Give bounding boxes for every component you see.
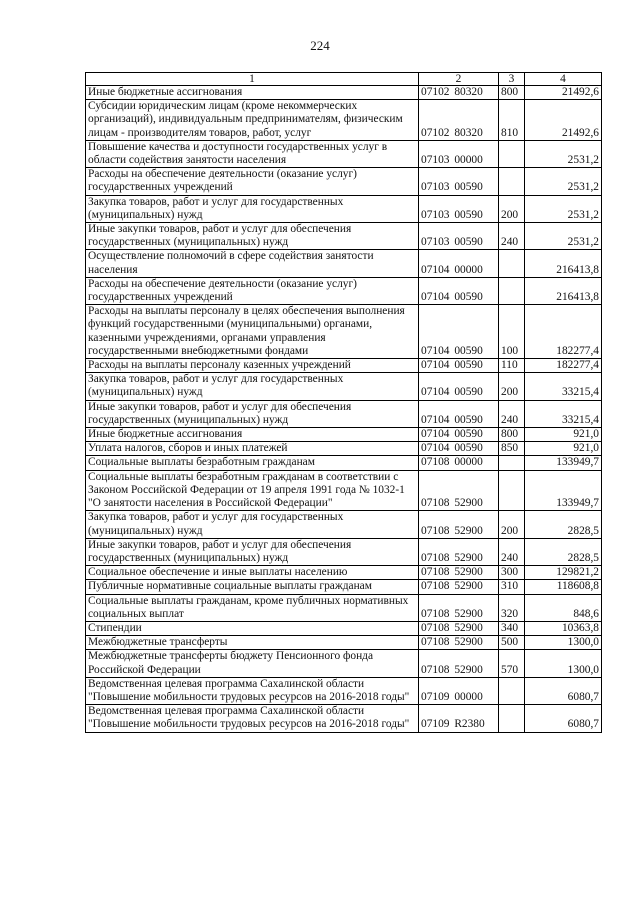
row-name-cell: Расходы на выплаты персоналу казенных учреждений <box>86 359 419 373</box>
column-header-code: 2 <box>419 73 499 86</box>
row-code-cell: 07109 00000 <box>419 677 499 704</box>
table-row <box>86 277 602 304</box>
row-type-cell: 200 <box>499 373 525 400</box>
row-name-cell: Ведомственная целевая программа Сахалинской области "Повышение мобильности трудовых ресурсов на 2016-2018 годы" <box>86 705 419 732</box>
row-sum-cell: 133949,7 <box>525 470 602 511</box>
row-type-cell: 570 <box>499 650 525 677</box>
row-name-cell: Иные закупки товаров, работ и услуг для обеспечения государственных (муниципальных) нужд <box>86 223 419 250</box>
row-sum-cell: 1300,0 <box>525 636 602 650</box>
row-code-cell: 07108 52900 <box>419 580 499 594</box>
table-row <box>86 470 602 511</box>
row-sum-cell: 2531,2 <box>525 140 602 167</box>
row-sum-cell: 182277,4 <box>525 359 602 373</box>
table-row <box>86 636 602 650</box>
row-name-cell: Субсидии юридическим лицам (кроме некоммерческих организаций), индивидуальным предпринимателям, физическим лицам - производителям товаров, работ, услуг <box>86 100 419 141</box>
row-type-cell: 500 <box>499 636 525 650</box>
table-row <box>86 359 602 373</box>
table-row <box>86 168 602 195</box>
row-type-cell: 200 <box>499 195 525 222</box>
row-code-cell: 07108 00000 <box>419 456 499 470</box>
row-code-cell: 07104 00590 <box>419 305 499 359</box>
table-row <box>86 677 602 704</box>
table-row <box>86 428 602 442</box>
row-code-cell: 07103 00590 <box>419 223 499 250</box>
row-code-cell: 07109 R2380 <box>419 705 499 732</box>
table-row <box>86 621 602 635</box>
row-code-cell: 07108 52900 <box>419 621 499 635</box>
table-row <box>86 538 602 565</box>
row-code-cell: 07102 80320 <box>419 86 499 100</box>
row-sum-cell: 6080,7 <box>525 705 602 732</box>
row-name-cell: Социальные выплаты гражданам, кроме публичных нормативных социальных выплат <box>86 594 419 621</box>
table-row <box>86 250 602 277</box>
row-name-cell: Межбюджетные трансферты бюджету Пенсионного фонда Российской Федерации <box>86 650 419 677</box>
row-name-cell: Ведомственная целевая программа Сахалинской области "Повышение мобильности трудовых ресурсов на 2016-2018 годы" <box>86 677 419 704</box>
row-type-cell <box>499 470 525 511</box>
row-sum-cell: 2828,5 <box>525 538 602 565</box>
row-type-cell <box>499 456 525 470</box>
row-name-cell: Уплата налогов, сборов и иных платежей <box>86 442 419 456</box>
row-name-cell: Социальное обеспечение и иные выплаты населению <box>86 566 419 580</box>
row-name-cell: Закупка товаров, работ и услуг для государственных (муниципальных) нужд <box>86 511 419 538</box>
row-type-cell: 200 <box>499 511 525 538</box>
row-sum-cell: 6080,7 <box>525 677 602 704</box>
column-header-sum: 4 <box>525 73 602 86</box>
row-type-cell <box>499 705 525 732</box>
table-row <box>86 580 602 594</box>
row-name-cell: Расходы на обеспечение деятельности (оказание услуг) государственных учреждений <box>86 277 419 304</box>
row-type-cell: 240 <box>499 223 525 250</box>
row-sum-cell: 2531,2 <box>525 195 602 222</box>
row-sum-cell: 118608,8 <box>525 580 602 594</box>
column-header-name: 1 <box>86 73 419 86</box>
row-sum-cell: 21492,6 <box>525 100 602 141</box>
row-type-cell: 310 <box>499 580 525 594</box>
row-code-cell: 07108 52900 <box>419 650 499 677</box>
row-type-cell <box>499 168 525 195</box>
row-sum-cell: 2531,2 <box>525 223 602 250</box>
row-sum-cell: 2828,5 <box>525 511 602 538</box>
row-type-cell <box>499 277 525 304</box>
row-name-cell: Повышение качества и доступности государственных услуг в области содействия занятости населения <box>86 140 419 167</box>
row-sum-cell: 848,6 <box>525 594 602 621</box>
table-row <box>86 442 602 456</box>
row-name-cell: Закупка товаров, работ и услуг для государственных (муниципальных) нужд <box>86 373 419 400</box>
row-name-cell: Осуществление полномочий в сфере содействия занятости населения <box>86 250 419 277</box>
table-row <box>86 400 602 427</box>
table-row <box>86 456 602 470</box>
row-sum-cell: 921,0 <box>525 442 602 456</box>
row-sum-cell: 129821,2 <box>525 566 602 580</box>
row-name-cell: Закупка товаров, работ и услуг для государственных (муниципальных) нужд <box>86 195 419 222</box>
row-type-cell: 800 <box>499 428 525 442</box>
table-row <box>86 373 602 400</box>
row-type-cell: 800 <box>499 86 525 100</box>
row-sum-cell: 216413,8 <box>525 277 602 304</box>
row-type-cell: 300 <box>499 566 525 580</box>
row-code-cell: 07104 00590 <box>419 277 499 304</box>
row-code-cell: 07108 52900 <box>419 538 499 565</box>
row-type-cell <box>499 250 525 277</box>
row-code-cell: 07104 00000 <box>419 250 499 277</box>
row-type-cell: 110 <box>499 359 525 373</box>
row-sum-cell: 1300,0 <box>525 650 602 677</box>
table-row <box>86 511 602 538</box>
table-row <box>86 223 602 250</box>
row-type-cell: 340 <box>499 621 525 635</box>
row-type-cell: 810 <box>499 100 525 141</box>
row-name-cell: Публичные нормативные социальные выплаты гражданам <box>86 580 419 594</box>
table-row <box>86 705 602 732</box>
table-row <box>86 650 602 677</box>
table-row <box>86 140 602 167</box>
row-sum-cell: 21492,6 <box>525 86 602 100</box>
table-row <box>86 566 602 580</box>
budget-table <box>85 72 602 733</box>
row-name-cell: Расходы на выплаты персоналу в целях обеспечения выполнения функций государственными (муниципальными) органами, казенными учреждениями, органами управления государственными внебюджетными фондами <box>86 305 419 359</box>
row-code-cell: 07103 00590 <box>419 195 499 222</box>
row-type-cell: 240 <box>499 538 525 565</box>
row-code-cell: 07104 00590 <box>419 442 499 456</box>
row-name-cell: Иные бюджетные ассигнования <box>86 86 419 100</box>
row-code-cell: 07108 52900 <box>419 566 499 580</box>
row-code-cell: 07104 00590 <box>419 428 499 442</box>
row-sum-cell: 216413,8 <box>525 250 602 277</box>
row-sum-cell: 921,0 <box>525 428 602 442</box>
row-name-cell: Стипендии <box>86 621 419 635</box>
row-name-cell: Межбюджетные трансферты <box>86 636 419 650</box>
row-name-cell: Социальные выплаты безработным гражданам в соответствии с Законом Российской Федерации от 19 апреля 1991 года № 1032-1 "О занятости населения в Российской Федерации" <box>86 470 419 511</box>
row-code-cell: 07104 00590 <box>419 359 499 373</box>
table-row <box>86 195 602 222</box>
table-row <box>86 594 602 621</box>
row-sum-cell: 2531,2 <box>525 168 602 195</box>
page-number: 224 <box>310 38 330 53</box>
column-header-type: 3 <box>499 73 525 86</box>
row-name-cell: Расходы на обеспечение деятельности (оказание услуг) государственных учреждений <box>86 168 419 195</box>
row-type-cell: 240 <box>499 400 525 427</box>
row-sum-cell: 182277,4 <box>525 305 602 359</box>
row-code-cell: 07108 52900 <box>419 470 499 511</box>
row-code-cell: 07103 00000 <box>419 140 499 167</box>
row-name-cell: Иные закупки товаров, работ и услуг для обеспечения государственных (муниципальных) нужд <box>86 400 419 427</box>
row-sum-cell: 33215,4 <box>525 400 602 427</box>
row-code-cell: 07108 52900 <box>419 594 499 621</box>
table-header-row <box>86 73 602 86</box>
row-type-cell <box>499 677 525 704</box>
row-code-cell: 07104 00590 <box>419 373 499 400</box>
table-row <box>86 86 602 100</box>
row-name-cell: Иные бюджетные ассигнования <box>86 428 419 442</box>
row-code-cell: 07104 00590 <box>419 400 499 427</box>
row-sum-cell: 10363,8 <box>525 621 602 635</box>
row-type-cell: 850 <box>499 442 525 456</box>
row-name-cell: Иные закупки товаров, работ и услуг для обеспечения государственных (муниципальных) нужд <box>86 538 419 565</box>
row-type-cell <box>499 140 525 167</box>
table-row <box>86 100 602 141</box>
row-name-cell: Социальные выплаты безработным гражданам <box>86 456 419 470</box>
row-code-cell: 07102 80320 <box>419 100 499 141</box>
row-code-cell: 07108 52900 <box>419 511 499 538</box>
table-body <box>86 86 602 733</box>
row-sum-cell: 133949,7 <box>525 456 602 470</box>
row-type-cell: 100 <box>499 305 525 359</box>
row-code-cell: 07103 00590 <box>419 168 499 195</box>
row-type-cell: 320 <box>499 594 525 621</box>
table-row <box>86 305 602 359</box>
row-sum-cell: 33215,4 <box>525 373 602 400</box>
row-code-cell: 07108 52900 <box>419 636 499 650</box>
